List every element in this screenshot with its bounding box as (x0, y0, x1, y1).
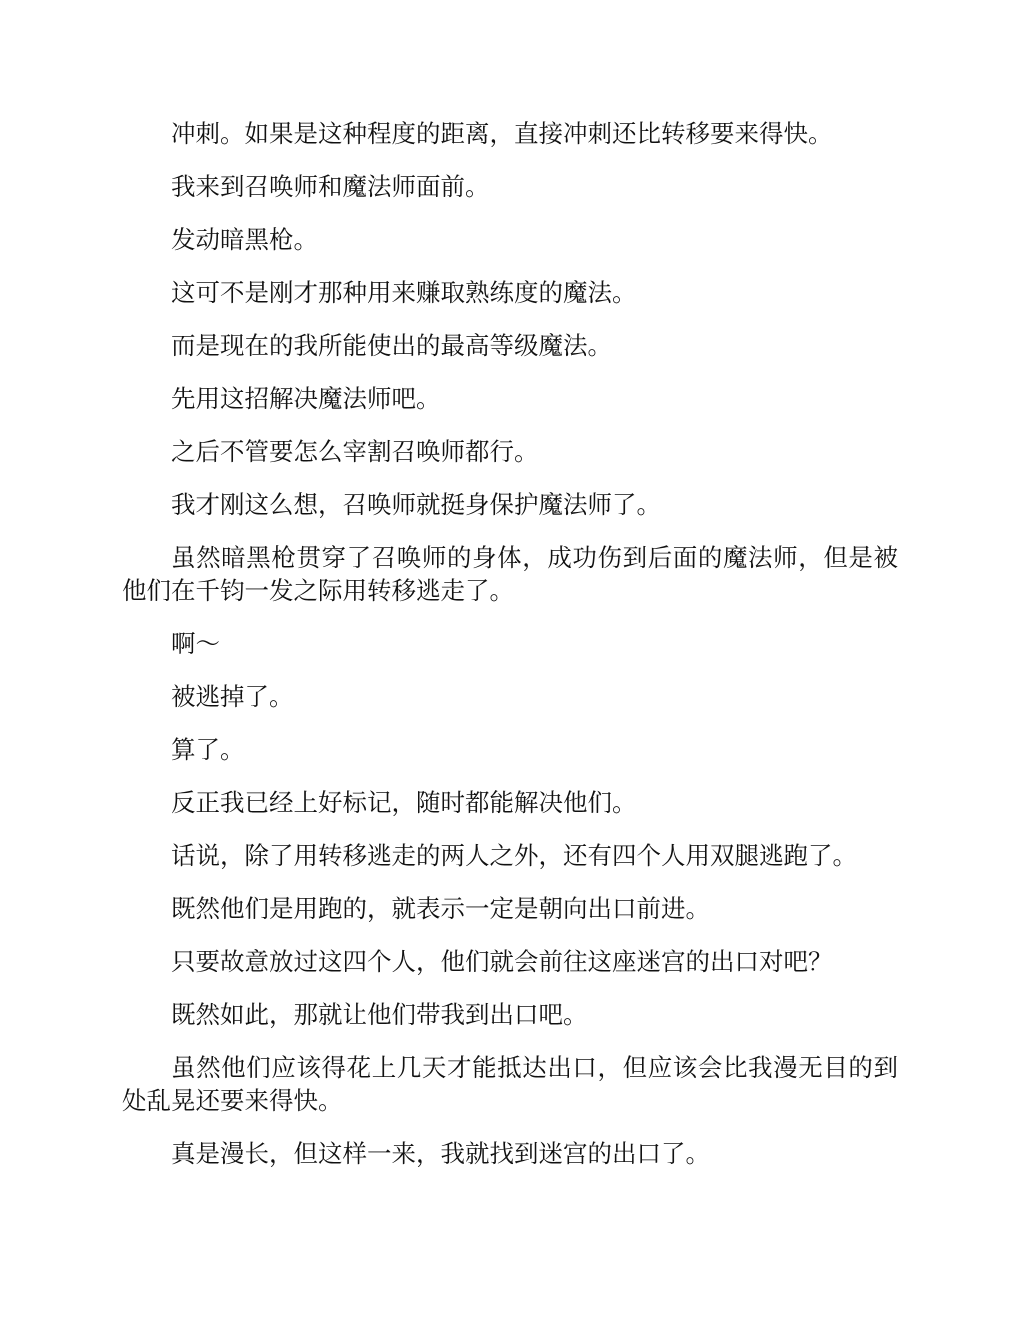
paragraph: 被逃掉了。 (171, 682, 294, 711)
paragraph: 发动暗黑枪。 (171, 225, 318, 254)
paragraph: 我来到召唤师和魔法师面前。 (171, 172, 490, 201)
paragraph: 这可不是刚才那种用来赚取熟练度的魔法。 (171, 278, 637, 307)
paragraph: 冲刺。如果是这种程度的距离，直接冲刺还比转移要来得快。 (171, 119, 833, 148)
paragraph: 话说，除了用转移逃走的两人之外，还有四个人用双腿逃跑了。 (171, 841, 857, 870)
paragraph: 真是漫长，但这样一来，我就找到迷宫的出口了。 (171, 1139, 710, 1168)
paragraph: 算了。 (171, 735, 245, 764)
paragraph: 既然如此，那就让他们带我到出口吧。 (171, 1000, 588, 1029)
paragraph: 既然他们是用跑的，就表示一定是朝向出口前进。 (171, 894, 710, 923)
paragraph: 虽然他们应该得花上几天才能抵达出口，但应该会比我漫无目的到处乱晃还要来得快。 (122, 1053, 898, 1115)
paragraph: 之后不管要怎么宰割召唤师都行。 (171, 437, 539, 466)
paragraph: 我才刚这么想，召唤师就挺身保护魔法师了。 (171, 490, 661, 519)
paragraph: 啊～ (171, 629, 220, 658)
paragraph: 反正我已经上好标记，随时都能解决他们。 (171, 788, 637, 817)
paragraph: 只要故意放过这四个人，他们就会前往这座迷宫的出口对吧？ (171, 947, 833, 976)
paragraph: 虽然暗黑枪贯穿了召唤师的身体，成功伤到后面的魔法师，但是被他们在千钧一发之际用转移逃走了。 (122, 543, 898, 605)
paragraph: 先用这招解决魔法师吧。 (171, 384, 441, 413)
paragraph: 而是现在的我所能使出的最高等级魔法。 (171, 331, 612, 360)
document-body (122, 117, 898, 1190)
